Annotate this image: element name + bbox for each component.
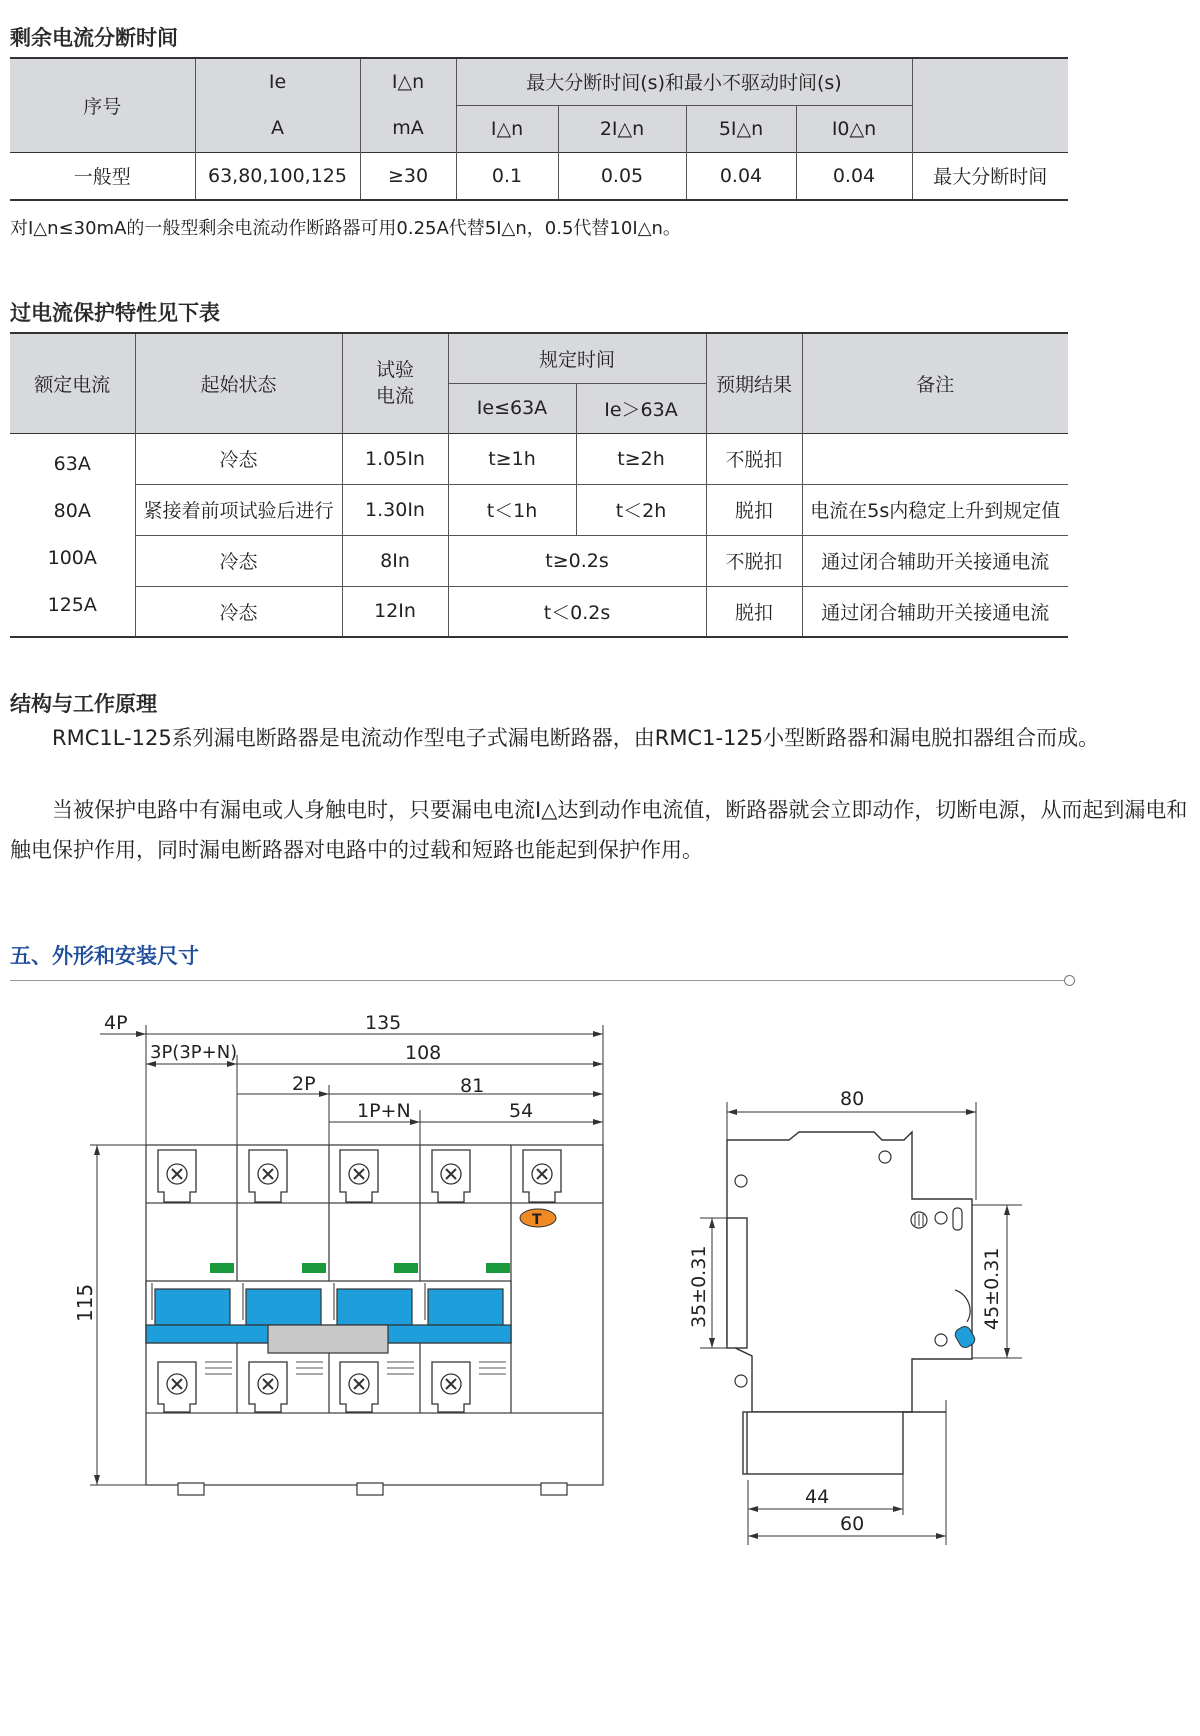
row-remark: 最大分断时间	[933, 166, 1048, 189]
section1-note: 对I△n≤30mA的一般型剩余电流动作断路器可用0.25A代替5I△n，0.5代替10I△n。	[10, 218, 681, 239]
row-v1: 0.1	[456, 152, 558, 200]
r3-state: 冷态	[135, 535, 342, 586]
ratings-cell	[10, 433, 135, 637]
dim-44: 44	[805, 1486, 830, 1508]
r4-state: 冷态	[135, 586, 342, 637]
header-test-line2: 电流	[375, 385, 414, 408]
r3-result: 不脱扣	[706, 535, 802, 586]
header-remark: 备注	[802, 333, 1068, 433]
dim-45: 45±0.31	[981, 1247, 1003, 1330]
label-2p: 2P	[292, 1073, 316, 1095]
section4-title: 五、外形和安装尺寸	[10, 944, 199, 968]
header-test-line1: 试验	[375, 359, 414, 382]
test-button-label: T	[532, 1212, 542, 1228]
dim-108: 108	[405, 1042, 442, 1064]
header-idn: I△n	[360, 58, 456, 105]
r4-time: t＜0.2s	[448, 586, 706, 637]
dim-81: 81	[460, 1075, 485, 1097]
dim-80: 80	[840, 1088, 865, 1110]
r3-remark: 通过闭合辅助开关接通电流	[821, 551, 1050, 573]
label-1p: 1P+N	[357, 1100, 411, 1122]
side-view-drawing	[680, 1080, 1040, 1565]
r2-remark: 电流在5s内稳定上升到规定值	[810, 500, 1061, 522]
residual-current-table	[10, 57, 1068, 201]
header-group: 最大分断时间(s)和最小不驱动时间(s)	[456, 58, 912, 105]
divider-end-circle-icon	[1064, 975, 1075, 986]
header-c3: 5I△n	[686, 105, 796, 152]
header-rated: 额定电流	[10, 333, 135, 433]
row-v3: 0.04	[686, 152, 796, 200]
r1-state: 冷态	[135, 433, 342, 484]
r2-result: 脱扣	[706, 484, 802, 535]
row-type: 一般型	[10, 152, 195, 200]
section1-title: 剩余电流分断时间	[10, 26, 178, 50]
dim-115: 115	[73, 1283, 97, 1322]
row-ie: 63,80,100,125	[195, 152, 360, 200]
dim-35: 35±0.31	[688, 1245, 710, 1328]
r1-remark	[802, 433, 1068, 484]
rating-125: 125A	[47, 593, 97, 616]
row-v2: 0.05	[558, 152, 686, 200]
dim-135: 135	[365, 1012, 402, 1034]
overcurrent-table	[10, 332, 1068, 638]
r4-current: 12In	[342, 586, 448, 637]
r1-current: 1.05In	[342, 433, 448, 484]
r1-t2: t≥2h	[576, 433, 706, 484]
row-idn: ≥30	[360, 152, 456, 200]
r1-t1: t≥1h	[448, 433, 576, 484]
rating-100: 100A	[47, 546, 97, 569]
section2-title: 过电流保护特性见下表	[10, 301, 220, 325]
r4-remark: 通过闭合辅助开关接通电流	[821, 601, 1050, 624]
r4-result: 脱扣	[706, 586, 802, 637]
section3-paragraph2: 当被保护电路中有漏电或人身触电时，只要漏电电流I△达到动作电流值，断路器就会立即动作，切断电源，从而起到漏电和触电保护作用，同时漏电断路器对电路中的过载和短路也能起到保护作用。	[10, 798, 1188, 862]
r3-current: 8In	[342, 535, 448, 586]
header-c2: 2I△n	[558, 105, 686, 152]
r2-state: 紧接着前项试验后进行	[135, 484, 342, 535]
label-4p: 4P	[104, 1012, 128, 1034]
r2-current: 1.30In	[342, 484, 448, 535]
header-state: 起始状态	[135, 333, 342, 433]
header-idn-unit: mA	[360, 105, 456, 152]
dim-60: 60	[840, 1513, 865, 1535]
label-3p: 3P(3P+N)	[150, 1042, 238, 1063]
r2-t1: t＜1h	[448, 484, 576, 535]
header-le63: Ie≤63A	[448, 383, 576, 433]
section4-divider	[10, 980, 1065, 981]
dim-54: 54	[509, 1100, 534, 1122]
header-gt63: Ie＞63A	[576, 383, 706, 433]
rating-80: 80A	[53, 499, 91, 522]
header-c1: I△n	[456, 105, 558, 152]
header-c4: I0△n	[796, 105, 912, 152]
front-view-drawing	[60, 1000, 620, 1565]
header-ie: Ie	[195, 58, 360, 105]
r1-result: 不脱扣	[706, 433, 802, 484]
section3-paragraph1: RMC1L-125系列漏电断路器是电流动作型电子式漏电断路器，由RMC1-125小型断路器和漏电脱扣器组合而成。	[52, 726, 1100, 750]
header-remark-empty	[912, 58, 1068, 152]
header-test	[342, 333, 448, 433]
header-result: 预期结果	[706, 333, 802, 433]
r2-t2: t＜2h	[576, 484, 706, 535]
row-v4: 0.04	[796, 152, 912, 200]
rating-63: 63A	[53, 452, 91, 475]
r3-time: t≥0.2s	[448, 535, 706, 586]
header-time: 规定时间	[448, 333, 706, 383]
section3-title: 结构与工作原理	[10, 692, 157, 716]
header-seq: 序号	[10, 58, 195, 152]
header-ie-unit: A	[195, 105, 360, 152]
